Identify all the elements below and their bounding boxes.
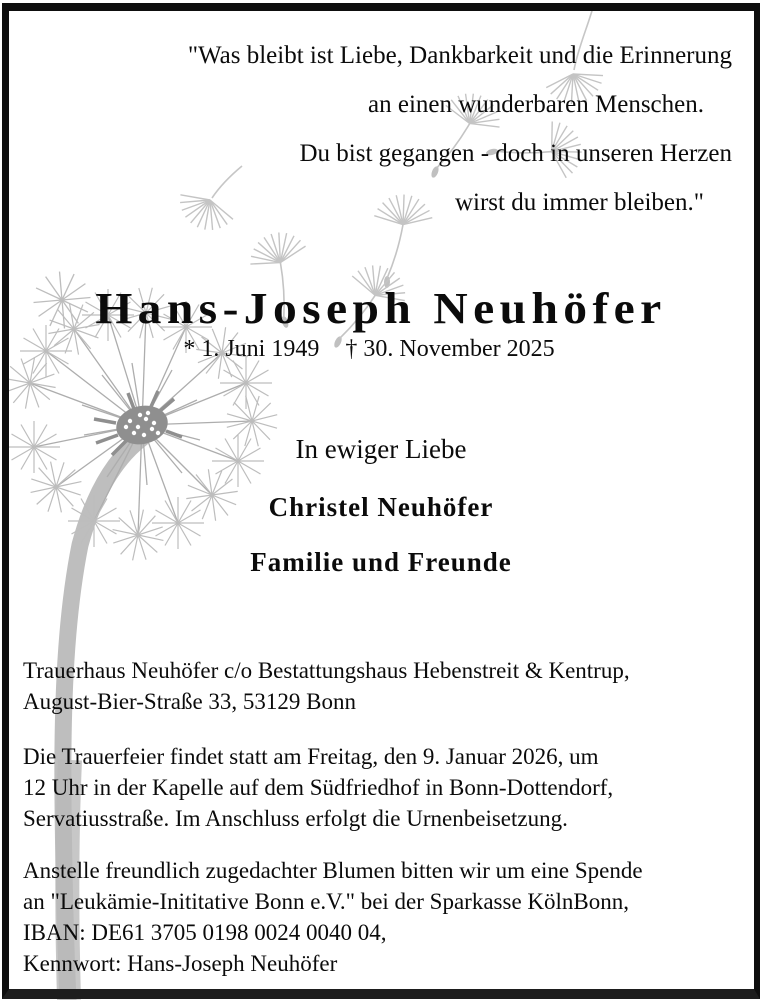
deceased-name: Hans-Joseph Neuhöfer: [95, 284, 667, 333]
mourner-family: Familie und Freunde: [250, 547, 512, 577]
farewell-intro: In ewiger Liebe: [295, 434, 467, 464]
quote-line-4: wirst du immer bleiben.": [454, 189, 704, 216]
donation-line-1: Anstelle freundlich zugedachter Blumen bitten wir um eine Spende: [23, 858, 643, 883]
donation-line-4: Kennwort: Hans-Joseph Neuhöfer: [23, 951, 338, 976]
service-line-3: Servatiusstraße. Im Anschluss erfolgt die Urnenbeisetzung.: [23, 806, 568, 831]
birth-date: * 1. Juni 1949: [183, 336, 320, 362]
funeral-home-line-1: Trauerhaus Neuhöfer c/o Bestattungshaus Hebenstreit & Kentrup,: [23, 658, 630, 683]
service-details: [23, 741, 748, 834]
funeral-home-line-2: August-Bier-Straße 33, 53129 Bonn: [23, 689, 357, 714]
life-dates: [0, 336, 762, 363]
quote-line-1: "Was bleibt ist Liebe, Dankbarkeit und die Erinnerung: [187, 42, 732, 69]
donation-line-2: an "Leukämie-Inititative Bonn e.V." bei der Sparkasse KölnBonn,: [23, 889, 629, 914]
quote-line-2: an einen wunderbaren Menschen.: [368, 91, 704, 118]
donation-line-3: IBAN: DE61 3705 0198 0024 0040 04,: [23, 920, 387, 945]
memorial-quote: [60, 31, 732, 227]
quote-line-3: Du bist gegangen - doch in unseren Herzen: [299, 140, 732, 167]
mourner-spouse: Christel Neuhöfer: [268, 492, 494, 522]
donation-request: [23, 855, 748, 979]
death-date: † 30. November 2025: [345, 336, 555, 362]
service-line-2: 12 Uhr in der Kapelle auf dem Südfriedhof in Bonn-Dottendorf,: [23, 775, 614, 800]
service-line-1: Die Trauerfeier findet statt am Freitag, den 9. Januar 2026, um: [23, 744, 599, 769]
funeral-home-address: [23, 655, 748, 717]
